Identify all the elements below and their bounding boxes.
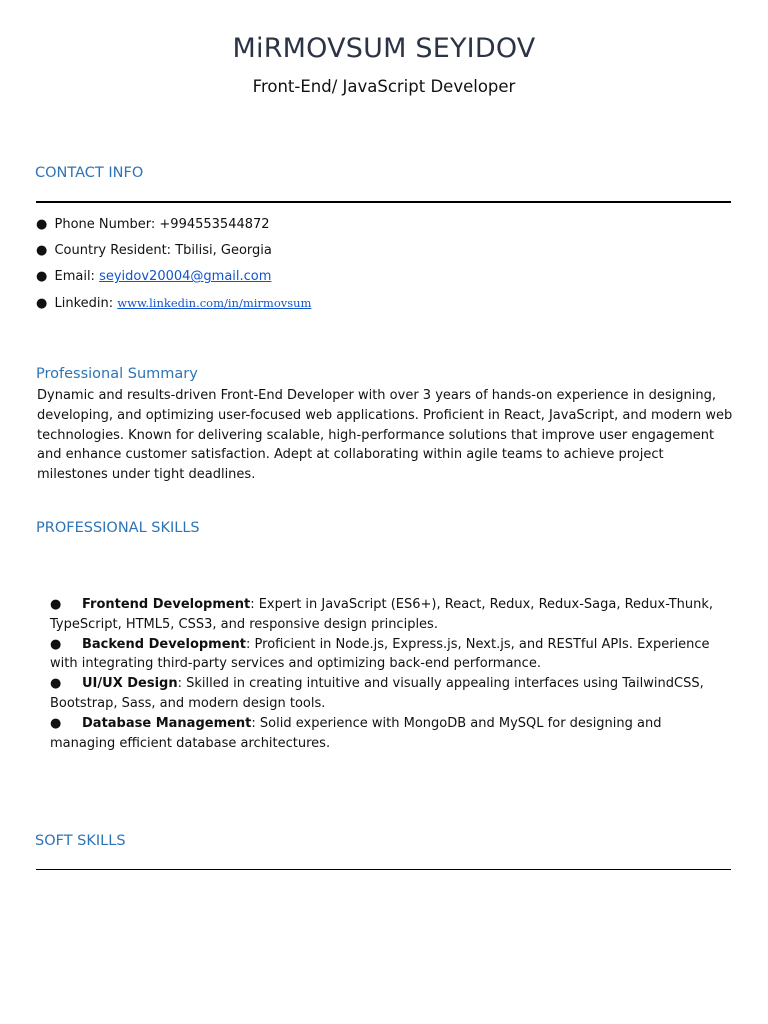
phone-value: +994553544872 bbox=[159, 217, 270, 232]
professional-summary-heading: Professional Summary bbox=[36, 366, 198, 382]
skill-item bbox=[50, 674, 718, 714]
skills-list bbox=[50, 595, 718, 753]
professional-summary-text: Dynamic and results-driven Front-End Developer with over 3 years of hands-on experience in designing, developing, and optimizing user-focused web applications. Proficient in React, JavaScript, and modern web technologies. Known for delivering scalable, high-performance solutions that improve user engagement and enhance customer satisfaction. Adept at collaborating within agile teams to achieve project milestones under tight deadlines. bbox=[37, 388, 733, 483]
country-value: Tbilisi, Georgia bbox=[175, 243, 272, 258]
contact-email-item bbox=[36, 264, 736, 290]
bullet-icon: ● bbox=[36, 243, 48, 258]
professional-skills-heading: PROFESSIONAL SKILLS bbox=[36, 520, 200, 536]
contact-country-item bbox=[36, 238, 736, 264]
bullet-icon: ● bbox=[50, 715, 62, 731]
job-title: Front-End/ JavaScript Developer bbox=[252, 77, 516, 96]
skill-description: : Proficient in Node.js, Express.js, Next.js, and RESTful APIs. Experience with integrating third-party services and optimizing back-end performance. bbox=[50, 636, 710, 672]
phone-label: Phone Number: bbox=[54, 217, 156, 232]
skill-item bbox=[50, 635, 718, 675]
email-link[interactable]: seyidov20004@gmail.com bbox=[99, 269, 272, 284]
skill-description: : Expert in JavaScript (ES6+), React, Redux, Redux-Saga, Redux-Thunk, TypeScript, HTML5, CSS3, and responsive design principles. bbox=[50, 597, 714, 632]
contact-list bbox=[36, 212, 736, 317]
linkedin-label: Linkedin: bbox=[54, 296, 114, 311]
skill-title: UI/UX Design bbox=[82, 676, 178, 692]
skill-description: : Solid experience with MongoDB and MySQL for designing and managing efficient database architectures. bbox=[50, 715, 662, 751]
bullet-icon: ● bbox=[36, 296, 48, 311]
skill-item bbox=[50, 595, 718, 635]
skill-description: : Skilled in creating intuitive and visually appealing interfaces using TailwindCSS, Bootstrap, Sass, and modern design tools. bbox=[50, 676, 704, 711]
skill-item bbox=[50, 714, 718, 754]
country-label: Country Resident: bbox=[54, 243, 172, 258]
contact-phone-item bbox=[36, 212, 736, 238]
bullet-icon: ● bbox=[50, 636, 62, 652]
bullet-icon: ● bbox=[50, 676, 62, 692]
soft-skills-heading: SOFT SKILLS bbox=[35, 833, 126, 849]
candidate-name: MiRMOVSUM SEYIDOV bbox=[232, 33, 536, 64]
email-label: Email: bbox=[54, 269, 95, 284]
skill-title: Backend Development bbox=[82, 636, 247, 652]
skill-title: Database Management bbox=[82, 715, 252, 731]
section-divider bbox=[36, 201, 731, 203]
section-divider bbox=[36, 869, 731, 870]
linkedin-link[interactable]: www.linkedin.com/in/mirmovsum bbox=[117, 296, 312, 310]
bullet-icon: ● bbox=[50, 597, 62, 612]
bullet-icon: ● bbox=[36, 217, 48, 232]
contact-linkedin-item bbox=[36, 290, 736, 317]
bullet-icon: ● bbox=[36, 269, 48, 284]
skill-title: Frontend Development bbox=[82, 597, 251, 612]
contact-info-heading: CONTACT INFO bbox=[35, 165, 144, 181]
